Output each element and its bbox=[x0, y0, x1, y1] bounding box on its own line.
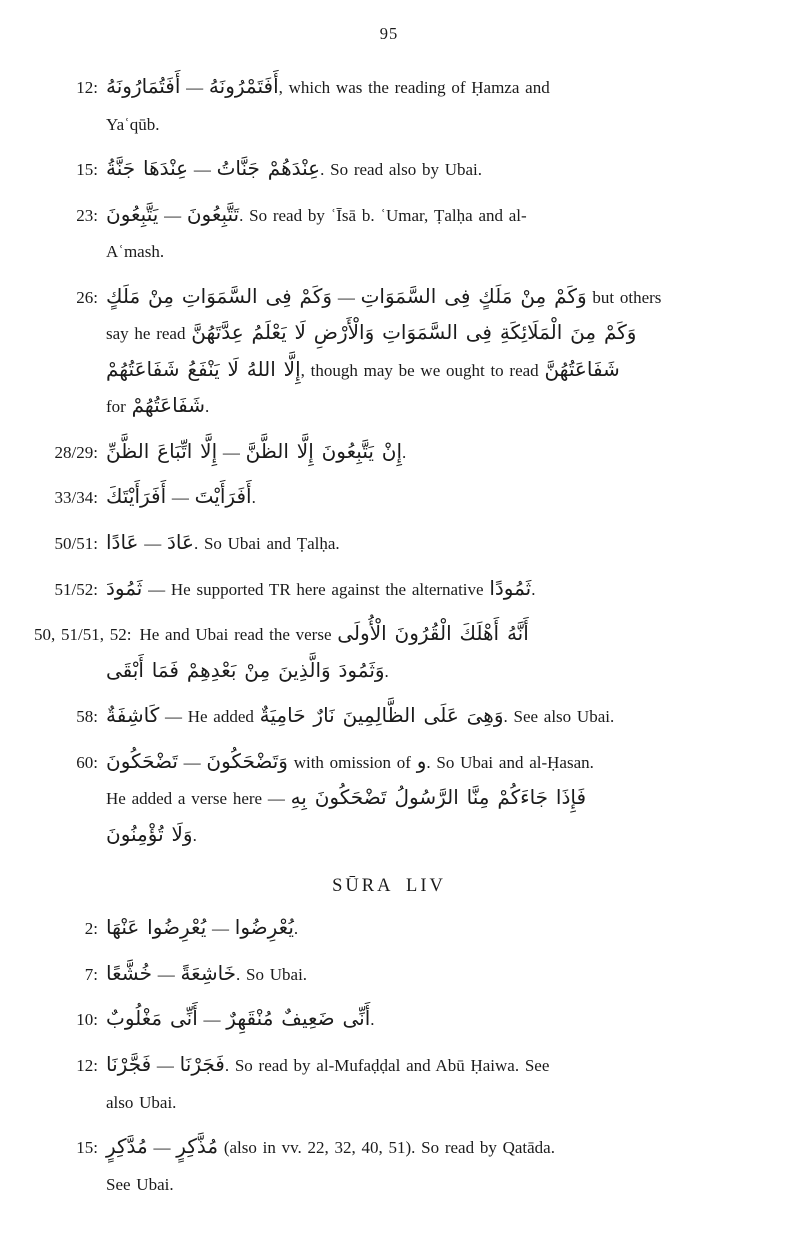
entry-text: for bbox=[106, 397, 132, 417]
entry-text: . So Ubai and Ṭalḥa. bbox=[193, 534, 340, 554]
arabic-text: شَفَاعَتُهُنَّ bbox=[544, 356, 620, 381]
arabic-text: وَكَمْ مِنَ الْمَلَائِكَةِ فِى السَّمَوَاتِ وَالْأَرْضِ لَا يَعْلَمُ عِدَّتَهُنَّ bbox=[191, 320, 637, 345]
entry-text: See Ubai. bbox=[106, 1174, 174, 1194]
verse-number: 58: bbox=[76, 707, 98, 727]
entry-text: , though may be we ought to read bbox=[300, 360, 545, 380]
entry-text: . So read also by Ubai. bbox=[320, 160, 482, 180]
verse-number: 15: bbox=[76, 1138, 98, 1158]
entry bbox=[34, 152, 744, 189]
arabic-text: مُذَّكِرٍ bbox=[176, 1134, 219, 1159]
arabic-text: عِنْدَهُمْ جَنَّاتُ bbox=[216, 156, 321, 181]
arabic-text: وَتَضْحَكُونَ bbox=[206, 748, 288, 773]
entry-text: . bbox=[402, 442, 407, 462]
entry-text: — bbox=[188, 160, 217, 180]
entry-text: , which was the reading of Ḥamza and bbox=[278, 78, 550, 97]
verse-number: 12: bbox=[76, 1056, 98, 1076]
entry-text: — bbox=[332, 287, 361, 307]
arabic-text: ثَمُودَ bbox=[106, 575, 143, 600]
entry-text: — bbox=[138, 534, 167, 554]
entry-text: . bbox=[192, 825, 197, 845]
entry-text: — bbox=[151, 1056, 180, 1076]
entry bbox=[34, 280, 744, 426]
entry-text: . bbox=[293, 919, 299, 939]
arabic-text: وَكَمْ فِى السَّمَوَاتِ مِنْ مَلَكٍ bbox=[106, 283, 333, 308]
entry-text: — bbox=[217, 442, 246, 462]
entry bbox=[34, 198, 744, 271]
entry bbox=[34, 745, 744, 855]
entry-text: . bbox=[531, 579, 536, 599]
arabic-text: أَفَرَأَيْتَ bbox=[194, 484, 252, 509]
entry-text: Yaʿqūb. bbox=[106, 114, 160, 134]
arabic-text: ثَمُودًا bbox=[489, 575, 532, 600]
entry-text: — bbox=[180, 78, 209, 97]
entry-text: Aʿmash. bbox=[106, 242, 165, 262]
arabic-text: يَتَّبِعُونَ bbox=[106, 201, 159, 226]
verse-number: 51/52: bbox=[54, 579, 98, 599]
verse-number: 12: bbox=[76, 78, 98, 97]
verse-number: 7: bbox=[84, 964, 98, 984]
arabic-text: تَتَّبِعُونَ bbox=[186, 201, 240, 226]
page-content bbox=[34, 70, 744, 1203]
entry bbox=[34, 1130, 744, 1203]
verse-number: 60: bbox=[76, 752, 98, 772]
arabic-text: كَاشِفَةٌ bbox=[106, 703, 160, 728]
entry-text: — bbox=[158, 205, 187, 225]
entry bbox=[34, 957, 744, 994]
arabic-text: عَادَ bbox=[167, 530, 194, 555]
arabic-text: أَنِّى ضَعِيفٌ مُنْقَهِرٌ bbox=[226, 1006, 371, 1031]
arabic-text: أَنِّى مَغْلُوبٌ bbox=[106, 1006, 198, 1031]
verse-number: 15: bbox=[76, 160, 98, 180]
entry-text: . bbox=[384, 661, 389, 681]
entry bbox=[34, 70, 744, 143]
entry-text: (also in vv. 22, 32, 40, 51). So read by Qatāda. bbox=[218, 1138, 555, 1158]
verse-number: 10: bbox=[76, 1010, 98, 1030]
entry-text: say he read bbox=[106, 324, 192, 344]
verse-number: 50, 51/51, 52: bbox=[34, 625, 132, 645]
entry-text: also Ubai. bbox=[106, 1092, 177, 1112]
arabic-text: فَإِذَا جَاءَكُمْ مِنَّا الرَّسُولُ تَضْحَكُونَ بِهِ bbox=[290, 785, 586, 810]
arabic-text: مُدَّكِرٍ bbox=[106, 1134, 148, 1159]
entry-text: — bbox=[206, 919, 235, 939]
arabic-text: أَنَّهُ أَهْلَكَ الْقُرُونَ الْأُولَى bbox=[337, 621, 529, 646]
entry-text: — bbox=[147, 1138, 177, 1158]
entry-text: . bbox=[370, 1010, 375, 1030]
entry-text: . So read by ʿĪsā b. ʿUmar, Ṭalḥa and al- bbox=[239, 205, 527, 225]
arabic-text: خُشَّعًا bbox=[106, 960, 152, 985]
entry bbox=[34, 435, 744, 472]
entry-text: — bbox=[177, 752, 207, 772]
sura-heading: SŪRA LIV bbox=[332, 876, 446, 897]
entry-text: with omission of bbox=[287, 752, 417, 772]
entry bbox=[34, 480, 744, 517]
arabic-text: و bbox=[416, 748, 427, 773]
verse-number: 33/34: bbox=[54, 488, 98, 508]
arabic-text: إِنْ يَتَّبِعُونَ إِلَّا الظَّنَّ bbox=[245, 438, 403, 463]
entry-text: — bbox=[166, 488, 195, 508]
verse-number: 26: bbox=[76, 287, 98, 307]
arabic-text: أَفَتُمَارُونَهُ bbox=[106, 74, 181, 98]
arabic-text: إِلَّا اللهُ لَا يَنْفَعُ شَفَاعَتُهُمْ bbox=[106, 356, 301, 381]
entry-text: but others bbox=[586, 287, 662, 307]
entry bbox=[34, 572, 744, 609]
entry bbox=[34, 1048, 744, 1121]
arabic-text: عِنْدَهَا جَنَّةُ bbox=[106, 156, 189, 181]
entry-text: — He supported TR here against the alternative bbox=[142, 579, 490, 599]
arabic-text: شَفَاعَتُهُمْ bbox=[131, 393, 206, 418]
arabic-text: وَهِىَ عَلَى الظَّالِمِينَ نَارٌ حَامِيَةٌ bbox=[259, 703, 504, 728]
entry bbox=[34, 911, 744, 948]
arabic-text: خَاشِعَةً bbox=[180, 960, 237, 985]
verse-number: 23: bbox=[76, 205, 98, 225]
arabic-text: وَثَمُودَ وَالَّذِينَ مِنْ بَعْدِهِمْ فَمَا أَبْقَى bbox=[106, 657, 385, 682]
entry-text: He added a verse here — bbox=[106, 789, 291, 809]
arabic-text: وَكَمْ مِنْ مَلَكٍ فِى السَّمَوَاتِ bbox=[360, 283, 587, 308]
arabic-text: يُعْرِضُوا bbox=[234, 915, 294, 940]
arabic-text: تَضْحَكُونَ bbox=[106, 748, 178, 773]
entry bbox=[34, 1002, 744, 1039]
arabic-text: فَجَرْنَا bbox=[179, 1052, 225, 1077]
entry-text: . So Ubai. bbox=[236, 964, 308, 984]
arabic-text: أَفَتَمْرُونَهُ bbox=[208, 74, 279, 98]
entry-text: . See also Ubai. bbox=[503, 707, 615, 727]
entry bbox=[34, 526, 744, 563]
arabic-text: عَادًا bbox=[106, 530, 139, 555]
verse-number: 28/29: bbox=[54, 442, 98, 462]
verse-number: 2: bbox=[84, 919, 98, 939]
verse-number: 50/51: bbox=[54, 534, 98, 554]
arabic-text: أَفَرَأَيْتَكَ bbox=[106, 484, 167, 509]
arabic-text: فَجَّرْنَا bbox=[106, 1052, 152, 1077]
arabic-text: إِلَّا اتِّبَاعَ الظَّنِّ bbox=[106, 438, 218, 463]
entry-text: . bbox=[205, 397, 210, 417]
entry-text: . So Ubai and al-Ḥasan. bbox=[426, 752, 594, 772]
entry bbox=[34, 699, 744, 736]
arabic-text: يُعْرِضُوا عَنْهَا bbox=[106, 915, 207, 940]
page-number: 95 bbox=[379, 24, 399, 43]
arabic-text: وَلَا تُؤْمِنُونَ bbox=[106, 821, 193, 846]
entry-text: . bbox=[251, 488, 256, 508]
entry-text: . So read by al-Mufaḍḍal and Abū Ḥaiwa. See bbox=[224, 1056, 550, 1076]
entry-text: — He added bbox=[159, 707, 260, 727]
entry bbox=[34, 617, 744, 690]
entry-text: — bbox=[197, 1010, 227, 1030]
entry-text: — bbox=[151, 964, 181, 984]
entry-text: He and Ubai read the verse bbox=[139, 625, 338, 645]
